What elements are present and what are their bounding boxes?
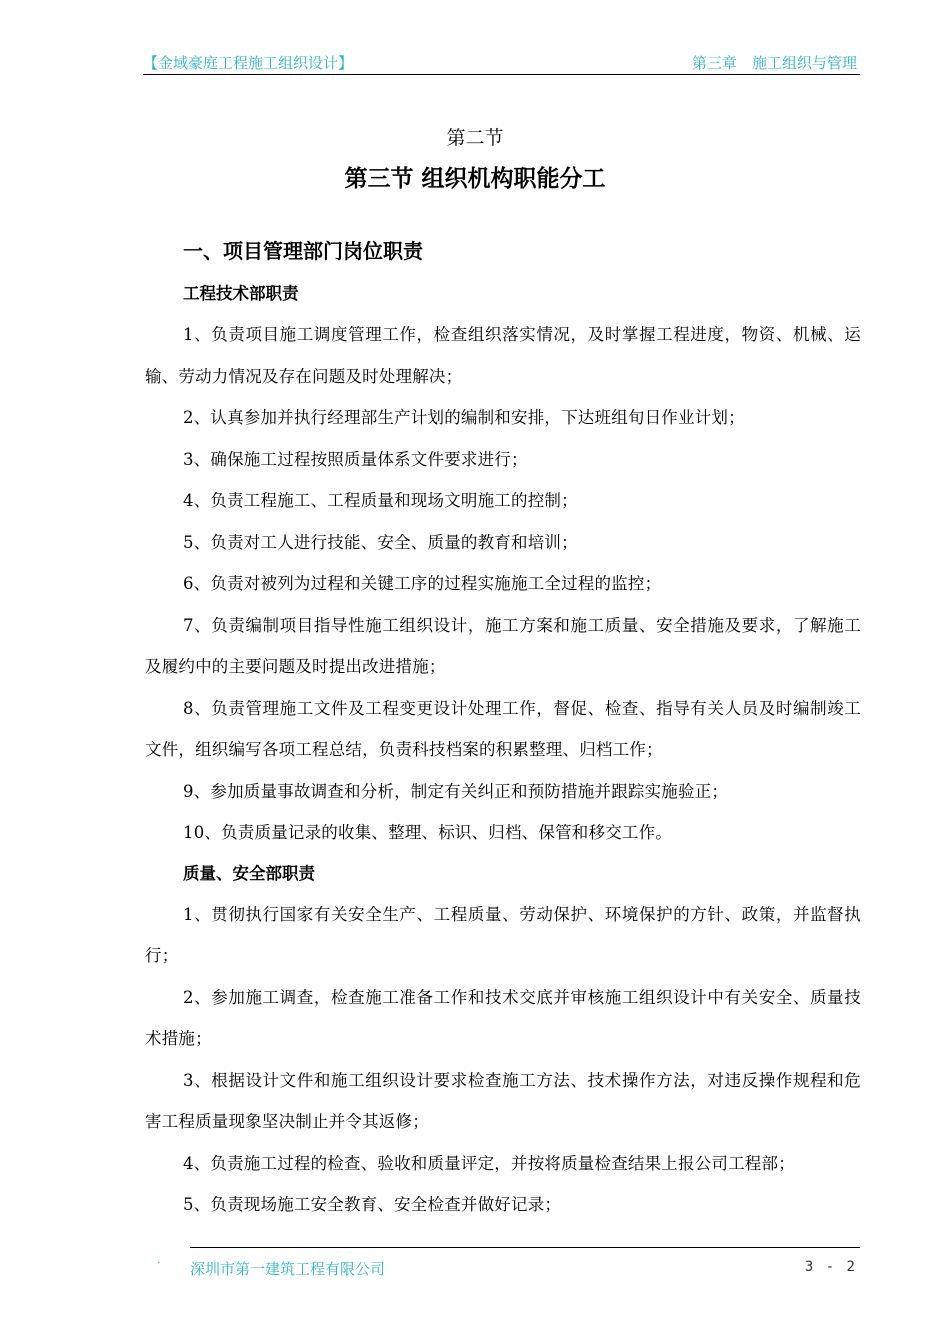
footer-company-name: 深圳市第一建筑工程有限公司 [190, 1260, 386, 1278]
list-item: 7、负责编制项目指导性施工组织设计，施工方案和施工质量、安全措施及要求，了解施工及履约中的主要问题及时提出改进措施； [145, 615, 861, 676]
page-header [143, 50, 860, 75]
list-item: 1、负责项目施工调度管理工作，检查组织落实情况，及时掌握工程进度，物资、机械、运输、劳动力情况及存在问题及时处理解决； [145, 325, 861, 386]
footer-divider [190, 1247, 860, 1248]
list-item: 6、负责对被列为过程和关键工序的过程实施施工全过程的监控； [183, 574, 662, 593]
header-document-title: 【金域豪庭工程施工组织设计】 [143, 54, 354, 72]
list-item: 10、负责质量记录的收集、整理、标识、归档、保管和移交工作。 [183, 823, 672, 842]
list-item: 2、认真参加并执行经理部生产计划的编制和安排，下达班组旬日作业计划； [183, 408, 745, 427]
list-item: 4、负责施工过程的检查、验收和质量评定，并按将质量检查结果上报公司工程部； [183, 1153, 795, 1173]
header-chapter-title: 第三章 施工组织与管理 [691, 54, 857, 72]
section-heading: 一、项目管理部门岗位职责 [183, 239, 423, 263]
subsection-heading-engineering: 工程技术部职责 [183, 284, 299, 303]
list-item: 3、确保施工过程按照质量体系文件要求进行； [183, 449, 528, 469]
footer-mark: · [157, 1258, 161, 1269]
list-item: 4、负责工程施工、工程质量和现场文明施工的控制； [183, 491, 578, 510]
list-item: 5、负责对工人进行技能、安全、质量的教育和培训； [183, 532, 578, 552]
list-item: 9、参加质量事故调查和分析，制定有关纠正和预防措施并跟踪实施验正； [183, 781, 729, 801]
subsection-heading-quality-safety: 质量、安全部职责 [183, 863, 315, 883]
list-item: 5、负责现场施工安全教育、安全检查并做好记录； [183, 1195, 562, 1214]
list-item: 2、参加施工调查，检查施工准备工作和技术交底并审核施工组织设计中有关安全、质量技术措施； [145, 987, 861, 1048]
document-body [145, 236, 861, 1226]
section-number-heading: 第二节 [446, 127, 504, 149]
list-item: 1、贯彻执行国家有关安全生产、工程质量、劳动保护、环境保护的方针、政策，并监督执行； [145, 904, 861, 965]
list-item: 3、根据设计文件和施工组织设计要求检查施工方法、技术操作方法，对违反操作规程和危害工程质量现象坚决制止并令其返修； [145, 1070, 861, 1131]
page-number: 3 - 2 [804, 1259, 855, 1275]
list-item: 8、负责管理施工文件及工程变更设计处理工作，督促、检查、指导有关人员及时编制竣工文件，组织编写各项工程总结，负责科技档案的积累整理、归档工作； [145, 698, 861, 759]
page-title: 第三节 组织机构职能分工 [344, 166, 606, 192]
